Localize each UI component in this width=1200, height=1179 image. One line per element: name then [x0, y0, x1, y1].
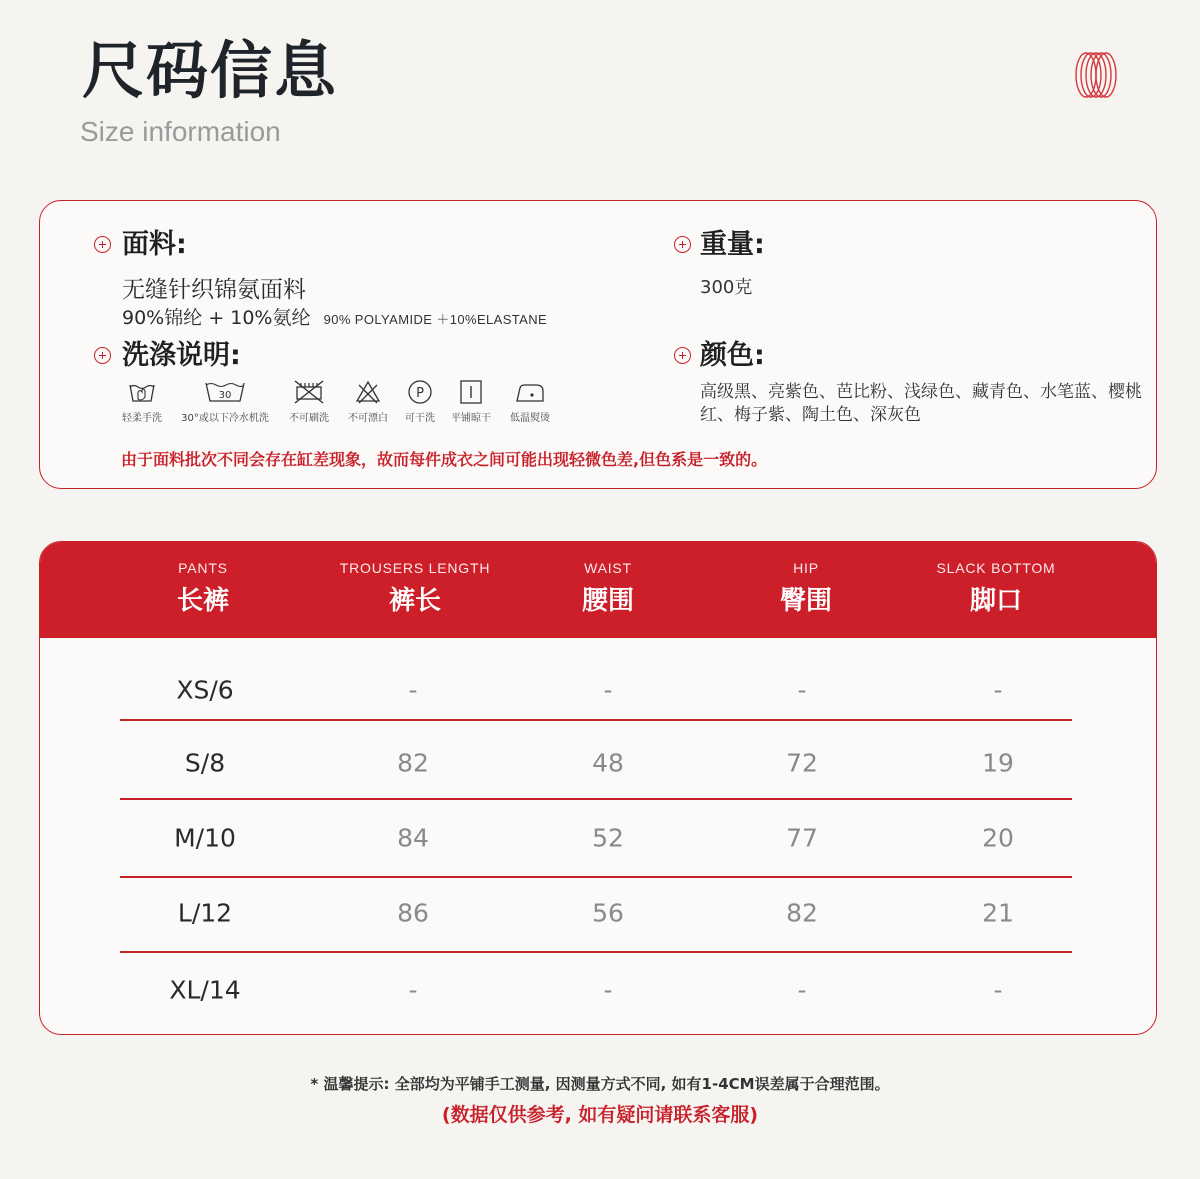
- plus-circle-icon: [94, 236, 111, 253]
- size-cell: S/8: [184, 748, 226, 778]
- care-label: 平铺晾干: [451, 413, 491, 424]
- hip-cell: 72: [786, 748, 818, 778]
- column-header-trousers-length: [340, 560, 490, 617]
- size-table: [39, 541, 1157, 1035]
- weight-label: 重量:: [700, 229, 765, 260]
- hip-cell: -: [797, 975, 807, 1005]
- flat-dry-icon: [458, 379, 484, 405]
- table-row: [40, 725, 1156, 801]
- table-row: [40, 652, 1156, 728]
- wash-temperature-text: 30: [218, 390, 232, 401]
- slack-bottom-cell: -: [993, 975, 1003, 1005]
- measurement-tip: * 温馨提示: 全部均为平铺手工测量, 因测量方式不同, 如有1-4CM误差属于合理范围。: [310, 1075, 890, 1093]
- waist-cell: 56: [592, 898, 624, 928]
- plus-circle-icon: [674, 347, 691, 364]
- column-header-cn: 脚口: [969, 586, 1022, 616]
- rings-decoration-icon: [1072, 50, 1122, 100]
- column-header-en: TROUSERS LENGTH: [339, 560, 491, 576]
- fabric-name: 无缝针织锦氨面料: [122, 277, 306, 303]
- dry-clean-p-icon: [407, 379, 433, 405]
- column-header-cn: 腰围: [581, 586, 635, 616]
- trousers-length-cell: 86: [397, 898, 429, 928]
- washing-label: 洗涤说明:: [122, 340, 241, 371]
- slack-bottom-cell: 21: [982, 898, 1014, 928]
- hip-cell: 77: [786, 823, 818, 853]
- column-header-en: PANTS: [178, 560, 228, 576]
- trousers-length-cell: 82: [397, 748, 429, 778]
- size-cell: XL/14: [169, 975, 241, 1005]
- care-label: 不可刷洗: [289, 413, 329, 424]
- machine-wash-30-icon: [204, 379, 246, 405]
- fabric-composition: 90%锦纶 + 10%氨纶: [122, 307, 311, 329]
- trousers-length-cell: 84: [397, 823, 429, 853]
- column-header-slack-bottom: [936, 560, 1055, 617]
- size-cell: M/10: [174, 823, 236, 853]
- hand-wash-icon: [128, 379, 156, 405]
- column-header-hip: [780, 560, 832, 617]
- dry-clean-letter: P: [416, 386, 424, 401]
- trousers-length-cell: -: [408, 675, 418, 705]
- table-row: [40, 800, 1156, 876]
- no-bleach-icon: [355, 379, 381, 405]
- page-title: 尺码信息: [82, 34, 339, 107]
- row-divider: [120, 719, 1072, 721]
- fabric-composition-en: 90% POLYAMIDE ＋10%ELASTANE: [323, 312, 548, 327]
- size-cell: L/12: [177, 898, 233, 928]
- no-brush-icon: [292, 379, 326, 405]
- table-row: [40, 952, 1156, 1028]
- column-header-en: WAIST: [584, 560, 632, 576]
- column-header-waist: [582, 560, 634, 617]
- product-info-card: [39, 200, 1157, 489]
- column-header-en: SLACK BOTTOM: [936, 560, 1056, 576]
- size-table-header: [40, 542, 1156, 638]
- column-header-en: HIP: [793, 560, 819, 576]
- slack-bottom-cell: 19: [982, 748, 1014, 778]
- waist-cell: -: [603, 975, 613, 1005]
- plus-circle-icon: [674, 236, 691, 253]
- hip-cell: -: [797, 675, 807, 705]
- slack-bottom-cell: -: [993, 675, 1003, 705]
- color-difference-note: 由于面料批次不同会存在缸差现象，故而每件成衣之间可能出现轻微色差,但色系是一致的。: [121, 450, 768, 469]
- low-iron-icon: [514, 379, 546, 405]
- page-subtitle: Size information: [80, 116, 281, 147]
- trousers-length-cell: -: [408, 975, 418, 1005]
- waist-cell: 48: [592, 748, 624, 778]
- plus-circle-icon: [94, 347, 111, 364]
- care-label: 不可漂白: [348, 413, 388, 424]
- fabric-label: 面料:: [122, 229, 187, 260]
- column-header-cn: 臀围: [779, 586, 833, 616]
- column-header-cn: 裤长: [388, 586, 441, 616]
- colors-label: 颜色:: [700, 340, 765, 371]
- size-cell: XS/6: [176, 675, 234, 705]
- weight-value: 300克: [700, 277, 753, 298]
- care-label: 轻柔手洗: [122, 413, 162, 424]
- hip-cell: 82: [786, 898, 818, 928]
- column-header-pants: [177, 560, 229, 617]
- table-row: [40, 875, 1156, 951]
- care-label: 低温熨烫: [510, 413, 550, 424]
- care-label: 30°或以下冷水机洗: [181, 413, 269, 424]
- slack-bottom-cell: 20: [982, 823, 1014, 853]
- fabric-composition-row: [122, 303, 547, 330]
- column-header-cn: 长裤: [176, 586, 230, 616]
- waist-cell: 52: [592, 823, 624, 853]
- colors-value: 高级黑、亮紫色、芭比粉、浅绿色、藏青色、水笔蓝、樱桃红、梅子紫、陶土色、深灰色: [700, 382, 1142, 425]
- care-label: 可干洗: [405, 413, 435, 424]
- reference-note: (数据仅供参考, 如有疑问请联系客服): [441, 1104, 759, 1126]
- waist-cell: -: [603, 675, 613, 705]
